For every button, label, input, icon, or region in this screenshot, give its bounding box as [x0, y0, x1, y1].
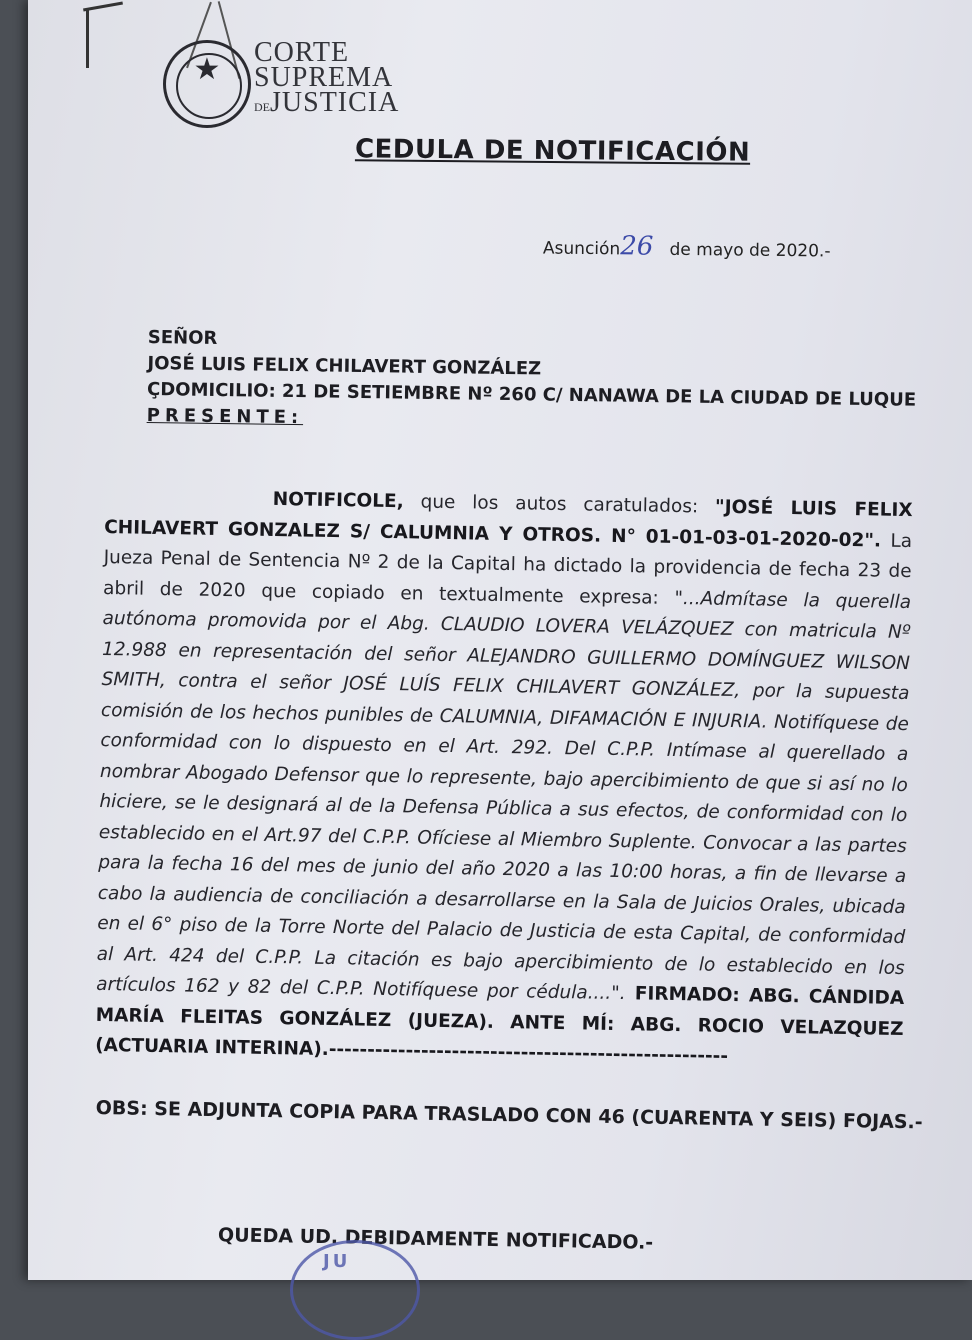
- notificole-label: NOTIFICOLE,: [272, 488, 404, 513]
- signature-line: FIRMADO: ABG. CÁNDIDA MARÍA FLEITAS GONZÁLEZ (JUEZA). ANTE MÍ: ABG. ROCIO VELAZQUEZ (ACTUARIA INTERINA).----------------------------------------------------: [94, 983, 905, 1067]
- side-stamp: [58, 30, 74, 360]
- logo-line-2: SUPREMA: [254, 62, 394, 93]
- document-title: CEDULA DE NOTIFICACIÓN: [354, 134, 751, 168]
- recipient-block: [147, 325, 918, 440]
- court-order-quote: "...Admítase la querella autónoma promovida por el Abg. CLAUDIO LOVERA VELÁZQUEZ con matricula Nº 12.988 en representación del señor ALEJANDRO GUILLERMO DOMÍNGUEZ WILSON SMITH, contra el señor JOSÉ LUÍS FELIX CHILAVERT GONZÁLEZ, por la supuesta comisión de los hechos punibles de CALUMNIA, DIFAMACIÓN E INJURIA. Notifíquese de conformidad con lo dispuesto en el Art. 292. Del C.P.P. Intímase al querellado a nombrar Abogado Defensor que lo represente, bajo apercibimiento de que si así no lo hiciere, se le designará al de la Defensa Pública a sus efectos, de conformidad con lo establecido en el Art.97 del C.P.P. Ofíciese al Miembro Suplente. Convocar a las partes para la fecha 16 del mes de junio del año 2020 a las 10:00 horas, a fin de llevarse a cabo la audiencia de conciliación a desarrollarse en la Sala de Juicios Orales, ubicada en el 6° piso de la Torre Norte del Palacio de Justicia de esta Capital, de conformidad al Art. 424 del C.P.P. La citación es bajo apercibimiento de lo establecido en los artículos 162 y 82 del C.P.P. Notifíquese por cédula....".: [96, 587, 912, 1005]
- observation-note: OBS: SE ADJUNTA COPIA PARA TRASLADO CON 46 (CUARENTA Y SEIS) FOJAS.-: [95, 1096, 923, 1134]
- pen-mark: [86, 8, 89, 68]
- court-logo: [254, 37, 400, 120]
- logo-line-1: CORTE: [254, 37, 350, 68]
- court-seal-icon: ★: [163, 40, 251, 128]
- pen-mark: [83, 2, 123, 12]
- salutation: SEÑOR: [147, 326, 218, 349]
- notification-body: NOTIFICOLE, que los autos caratulados: "JOSÉ LUIS FELIX CHILAVERT GONZALEZ S/ CALUMNIA Y OTROS. N° 01-01-03-01-2020-02". La Jueza Penal de Sentencia Nº 2 de la Capital ha dictado la providencia de fecha 23 de abril de 2020 que copiado en textualmente expresa: "...Admítase la querella autónoma promovida por el Abg. CLAUDIO LOVERA VELÁZQUEZ con matricula Nº 12.988 en representación del señor ALEJANDRO GUILLERMO DOMÍNGUEZ WILSON SMITH, contra el señor JOSÉ LUÍS FELIX CHILAVERT GONZÁLEZ, por la supuesta comisión de los hechos punibles de CALUMNIA, DIFAMACIÓN E INJURIA. Notifíquese de conformidad con lo dispuesto en el Art. 292. Del C.P.P. Intímase al querellado a nombrar Abogado Defensor que lo represente, bajo apercibimiento de que si así no lo hiciere, se le designará al de la Defensa Pública a sus efectos, de conformidad con lo establecido en el Art.97 del C.P.P. Ofíciese al Miembro Suplente. Convocar a las partes para la fecha 16 del mes de junio del año 2020 a las 10:00 horas, a fin de llevarse a cabo la audiencia de conciliación a desarrollarse en la Sala de Juicios Orales, ubicada en el 6° piso de la Torre Norte del Palacio de Justicia de esta Capital, de conformidad al Art. 424 del C.P.P. La citación es bajo apercibimiento de lo establecido en los artículos 162 y 82 del C.P.P. Notifíquese por cédula....". FIRMADO: ABG. CÁNDIDA MARÍA FLEITAS GONZÁLEZ (JUEZA). ANTE MÍ: ABG. ROCIO VELAZQUEZ (ACTUARIA INTERINA).----------------------------------------------------: [94, 488, 913, 1067]
- recipient-address: ÇDOMICILIO: 21 DE SETIEMBRE Nº 260 C/ NANAWA DE LA CIUDAD DE LUQUE: [146, 378, 917, 411]
- handwritten-day: 26: [620, 231, 654, 262]
- case-title: "JOSÉ LUIS FELIX CHILAVERT GONZALEZ S/ CALUMNIA Y OTROS. N° 01-01-03-01-2020-02".: [104, 496, 913, 552]
- logo-line-3: DEJUSTICIA: [254, 87, 400, 118]
- court-stamp: JU: [290, 1240, 420, 1340]
- closing-statement: QUEDA UD. DEBIDAMENTE NOTIFICADO.-: [217, 1224, 654, 1254]
- presente-label: PRESENTE:: [146, 404, 304, 429]
- document-date: Asunción26 de mayo de 2020.-: [542, 231, 831, 262]
- recipient-name: JOSÉ LUIS FELIX CHILAVERT GONZÁLEZ: [147, 352, 542, 380]
